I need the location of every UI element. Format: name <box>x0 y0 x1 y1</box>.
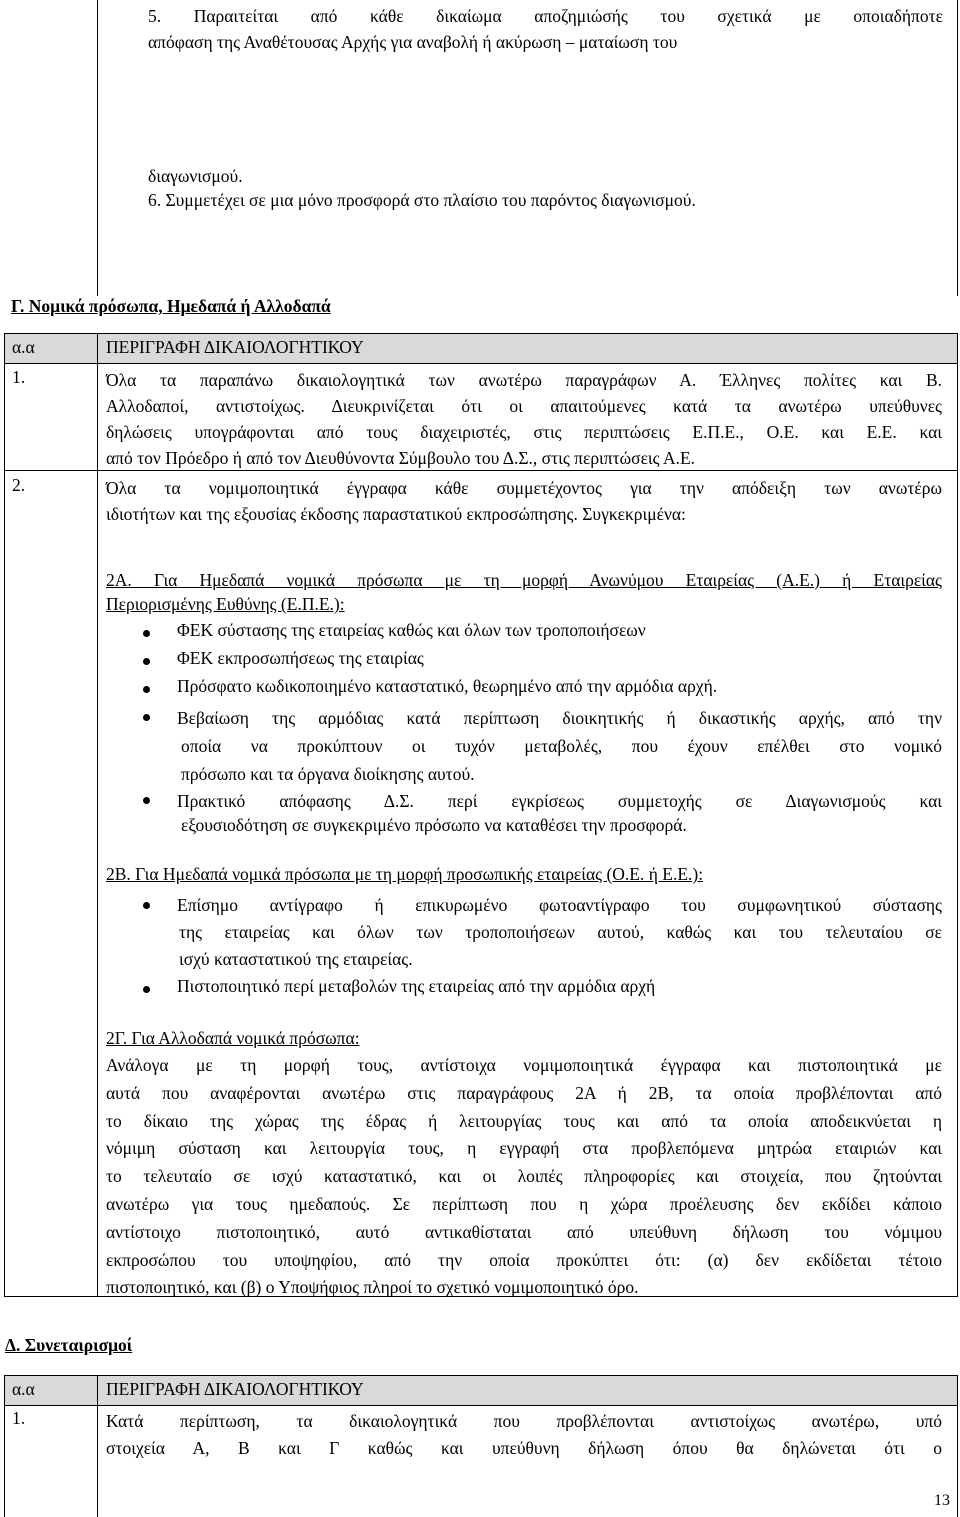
section-d-col-desc: ΠΕΡΙΓΡΑΦΗ ΔΙΚΑΙΟΛΟΓΗΤΙΚΟΥ <box>106 1379 364 1399</box>
section-d-header-bottom <box>4 1405 958 1406</box>
item-6: 6. Συμμετέχει σε μια μόνο προσφορά στο πλαίσιο του παρόντος διαγωνισμού. <box>148 190 696 210</box>
section-g-left-border <box>4 333 5 1297</box>
bullet-icon <box>143 630 150 637</box>
section-d-col-divider <box>97 1375 98 1517</box>
section-g-col-divider <box>97 333 98 1297</box>
sub-2b-bullet-2: Πιστοποιητικό περί μεταβολών της εταιρείας από την αρμόδια αρχή <box>177 976 656 996</box>
sub-2c-text: Ανάλογα με τη μορφή τους, αντίστοιχα νομιμοποιητικά έγγραφα και πιστοποιητικά με αυτά που αναφέρονται ανωτέρω στις παραγράφους 2Α ή 2Β, τα οποία προβλέπονται από το δίκαιο της χώρας της έδρας ή λειτουργίας τους και από τα οποία αποδεικνύεται η νόμιμη σύσταση και λειτουργία τους, η εγγραφή στα προβλεπόμενα μητρώα εταιριών και το τελευταίο σε ισχύ καταστατικό, και οι λοιπές πληροφορίες και στοιχεία, που ζητούνται ανωτέρω για τους ημεδαπούς. Σε περίπτωση που η χώρα προέλευσης δεν εκδίδει κάποιο αντίστοιχο πιστοποιητικό, αυτό αντικαθίσταται από υπεύθυνη δήλωση του νόμιμου εκπροσώπου του υποψηφίου, από την οποία προκύπτει ότι: (α) δεν εκδίδεται τέτοιο πιστοποιητικό, και (β) ο Υποψήφιος πληροί το σχετικό νομιμοποιητικό όρο. <box>106 1055 942 1298</box>
sub-2b-title: 2Β. Για Ημεδαπά νομικά πρόσωπα με τη μορφή προσωπικής εταιρείας (Ο.Ε. ή Ε.Ε.): <box>106 864 704 884</box>
item-5-line-1: 5. Παραιτείται από κάθε δικαίωμα αποζημιώσής του σχετικά με οποιαδήποτε <box>148 6 943 26</box>
section-d-right-border <box>957 1375 958 1517</box>
section-g-right-border <box>957 333 958 1297</box>
section-g-col-aa: α.α <box>12 337 35 357</box>
section-g-header-bottom <box>4 363 958 364</box>
sub-2a-bullet-4-cont: οποία να προκύπτουν οι τυχόν μεταβολές, που έχουν επέλθει στο νομικό πρόσωπο και τα όργανα διοίκησης αυτού. <box>181 736 942 784</box>
section-g-row1-text: Όλα τα παραπάνω δικαιολογητικά των ανωτέρω παραγράφων Α. Έλληνες πολίτες και Β. Αλλοδαποί, αντιστοίχως. Διευκρινίζεται ότι οι απαιτούμενες κατά τα ανωτέρω υπεύθυνες δηλώσεις υπογράφονται από τους διαχειριστές, στις περιπτώσεις Ε.Π.Ε., Ο.Ε. και Ε.Ε. και από τον Πρόεδρο ή από τον Διευθύνοντα Σύμβουλο του Δ.Σ., στις περιπτώσεις Α.Ε. <box>106 370 942 468</box>
section-d-row1-text: Κατά περίπτωση, τα δικαιολογητικά που προβλέπονται αντιστοίχως ανωτέρω, υπό στοιχεία Α, Β και Γ καθώς και υπεύθυνη δήλωση όπου θα δηλώνεται ότι ο <box>106 1411 942 1458</box>
top-table-right-border <box>957 0 958 296</box>
section-g-col-desc: ΠΕΡΙΓΡΑΦΗ ΔΙΚΑΙΟΛΟΓΗΤΙΚΟΥ <box>106 337 364 357</box>
sub-2b-bullet-1-cont: της εταιρείας και όλων των τροποποιήσεων αυτού, καθώς και του τελευταίου σε ισχύ καταστατικού της εταιρείας. <box>179 922 942 969</box>
sub-2a-bullet-5: Πρακτικό απόφασης Δ.Σ. περί εγκρίσεως συμμετοχής σε Διαγωνισμούς και <box>177 791 942 811</box>
section-d-heading: Δ. Συνεταιρισμοί <box>5 1335 133 1355</box>
sub-2a-bullet-2: ΦΕΚ εκπροσωπήσεως της εταιρίας <box>177 648 424 668</box>
section-d-left-border <box>4 1375 5 1517</box>
sub-2a-title: 2Α. Για Ημεδαπά νομικά πρόσωπα με τη μορφή Ανωνύμου Εταιρείας (Α.Ε.) ή Εταιρείας Περιορισμένης Ευθύνης (Ε.Π.Ε.): <box>106 570 942 614</box>
sub-2a-bullet-4: Βεβαίωση της αρμόδιας κατά περίπτωση διοικητικής ή δικαστικής αρχής, από την <box>177 708 942 728</box>
section-g-top-border <box>4 333 958 334</box>
sub-2a-bullet-1: ΦΕΚ σύστασης της εταιρείας καθώς και όλων των τροποποιήσεων <box>177 620 646 640</box>
item-5-line-3: διαγωνισμού. <box>148 166 243 186</box>
sub-2a-bullet-3: Πρόσφατο κωδικοποιημένο καταστατικό, θεωρημένο από την αρμόδια αρχή. <box>177 676 718 696</box>
page-number: 13 <box>934 1492 950 1509</box>
bullet-icon <box>143 902 150 909</box>
sub-2a-bullet-5-cont: εξουσιοδότηση σε συγκεκριμένο πρόσωπο να καταθέσει την προσφορά. <box>181 815 687 835</box>
bullet-icon <box>143 714 150 721</box>
section-d-col-aa: α.α <box>12 1379 35 1399</box>
bullet-icon <box>143 986 150 993</box>
section-d-row1-num: 1. <box>12 1408 26 1428</box>
bullet-icon <box>143 658 150 665</box>
section-g-row2-text: Όλα τα νομιμοποιητικά έγγραφα κάθε συμμετέχοντος για την απόδειξη των ανωτέρω ιδιοτήτων και της εξουσίας έκδοσης παραστατικού εκπροσώπησης. Συγκεκριμένα: <box>106 478 942 524</box>
sub-2c-title: 2Γ. Για Αλλοδαπά νομικά πρόσωπα: <box>106 1028 360 1048</box>
top-table-divider <box>97 0 98 296</box>
sub-2b-bullet-1: Επίσημο αντίγραφο ή επικυρωμένο φωτοαντίγραφο του συμφωνητικού σύστασης <box>177 895 942 915</box>
section-d-top-border <box>4 1375 958 1376</box>
section-g-row1-num: 1. <box>12 367 26 387</box>
bullet-icon <box>143 797 150 804</box>
item-5-line-2: απόφαση της Αναθέτουσας Αρχής για αναβολή ή ακύρωση – ματαίωση του <box>148 32 678 52</box>
bullet-icon <box>143 686 150 693</box>
section-g-heading: Γ. Νομικά πρόσωπα, Ημεδαπά ή Αλλοδαπά <box>11 296 331 316</box>
section-g-row2-num: 2. <box>12 475 26 495</box>
